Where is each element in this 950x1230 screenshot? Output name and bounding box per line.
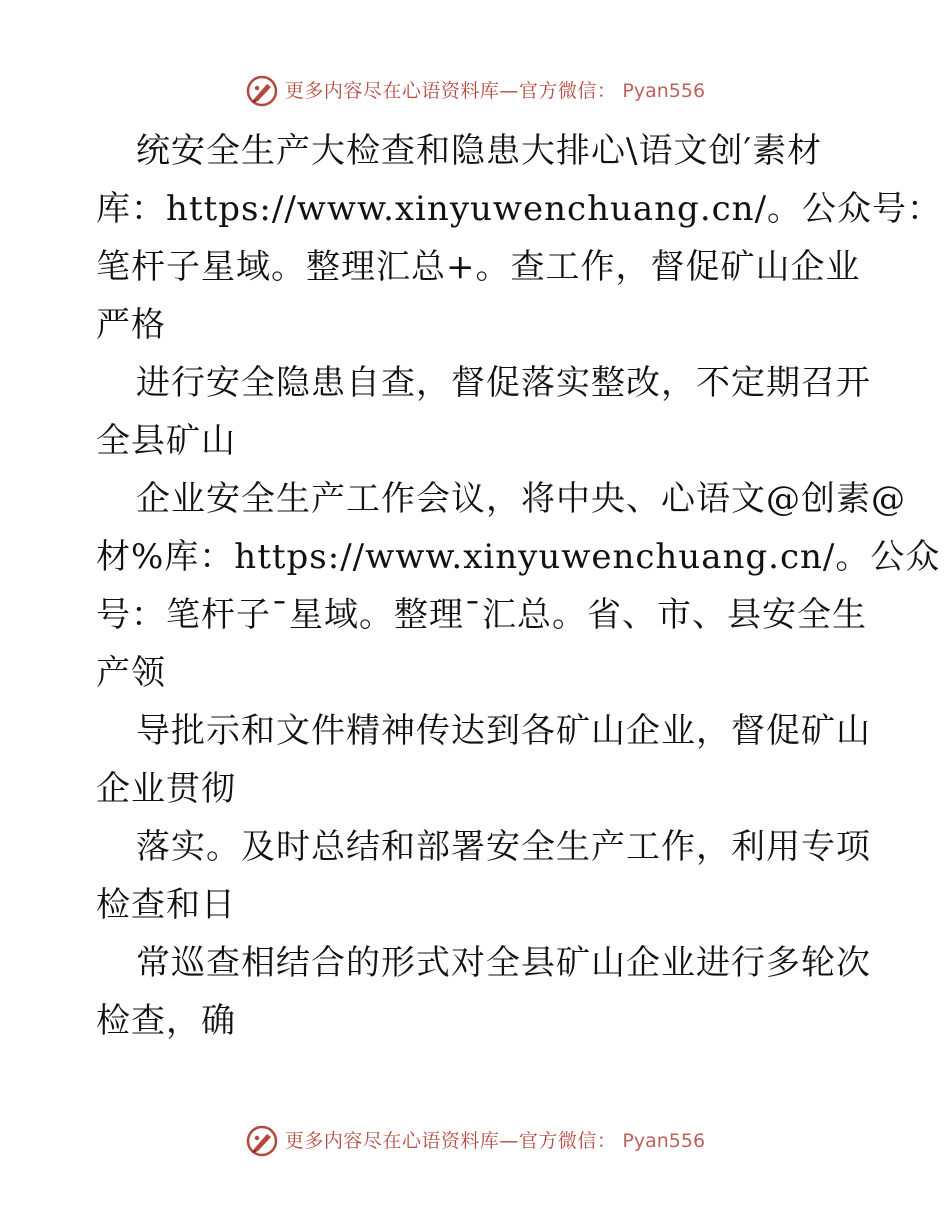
header-banner-text: 更多内容尽在心语资料库—官方微信：	[284, 80, 617, 102]
header-banner	[0, 74, 950, 108]
text-line: 常巡查相结合的形式对全县矿山企业进行多轮次	[136, 943, 871, 983]
text-line: 企业贯彻	[96, 769, 236, 809]
text-line: 严格	[96, 305, 166, 345]
text-line: 进行安全隐患自查，督促落实整改，不定期召开	[136, 363, 871, 403]
text-line: 统安全生产大检查和隐患大排心\语文创′素材	[136, 131, 823, 171]
circle-pen-logo-icon	[245, 1124, 279, 1158]
header-wechat-id: Pyan556	[622, 80, 706, 102]
document-body	[96, 122, 943, 1050]
text-line: 全县矿山	[96, 421, 236, 461]
circle-pen-logo-icon	[245, 74, 279, 108]
text-line: 产领	[96, 653, 166, 693]
text-line: 检查，确	[96, 1001, 236, 1041]
text-line: 号：笔杆子¯星域。整理¯汇总。省、市、县安全生	[96, 595, 867, 635]
footer-banner-text: 更多内容尽在心语资料库—官方微信：	[284, 1130, 617, 1152]
text-line: 笔杆子星域。整理汇总+。查工作，督促矿山企业	[96, 247, 861, 287]
footer-wechat-id: Pyan556	[622, 1130, 706, 1152]
text-line: 落实。及时总结和部署安全生产工作，利用专项	[136, 827, 871, 867]
text-line: 库：https://www.xinyuwenchuang.cn/。公众号：	[96, 189, 943, 229]
text-line: 材%库：https://www.xinyuwenchuang.cn/。公众	[96, 537, 941, 577]
footer-banner	[0, 1124, 950, 1158]
text-line: 企业安全生产工作会议，将中央、心语文@创素@	[136, 479, 906, 519]
text-line: 导批示和文件精神传达到各矿山企业，督促矿山	[136, 711, 871, 751]
text-line: 检查和日	[96, 885, 236, 925]
